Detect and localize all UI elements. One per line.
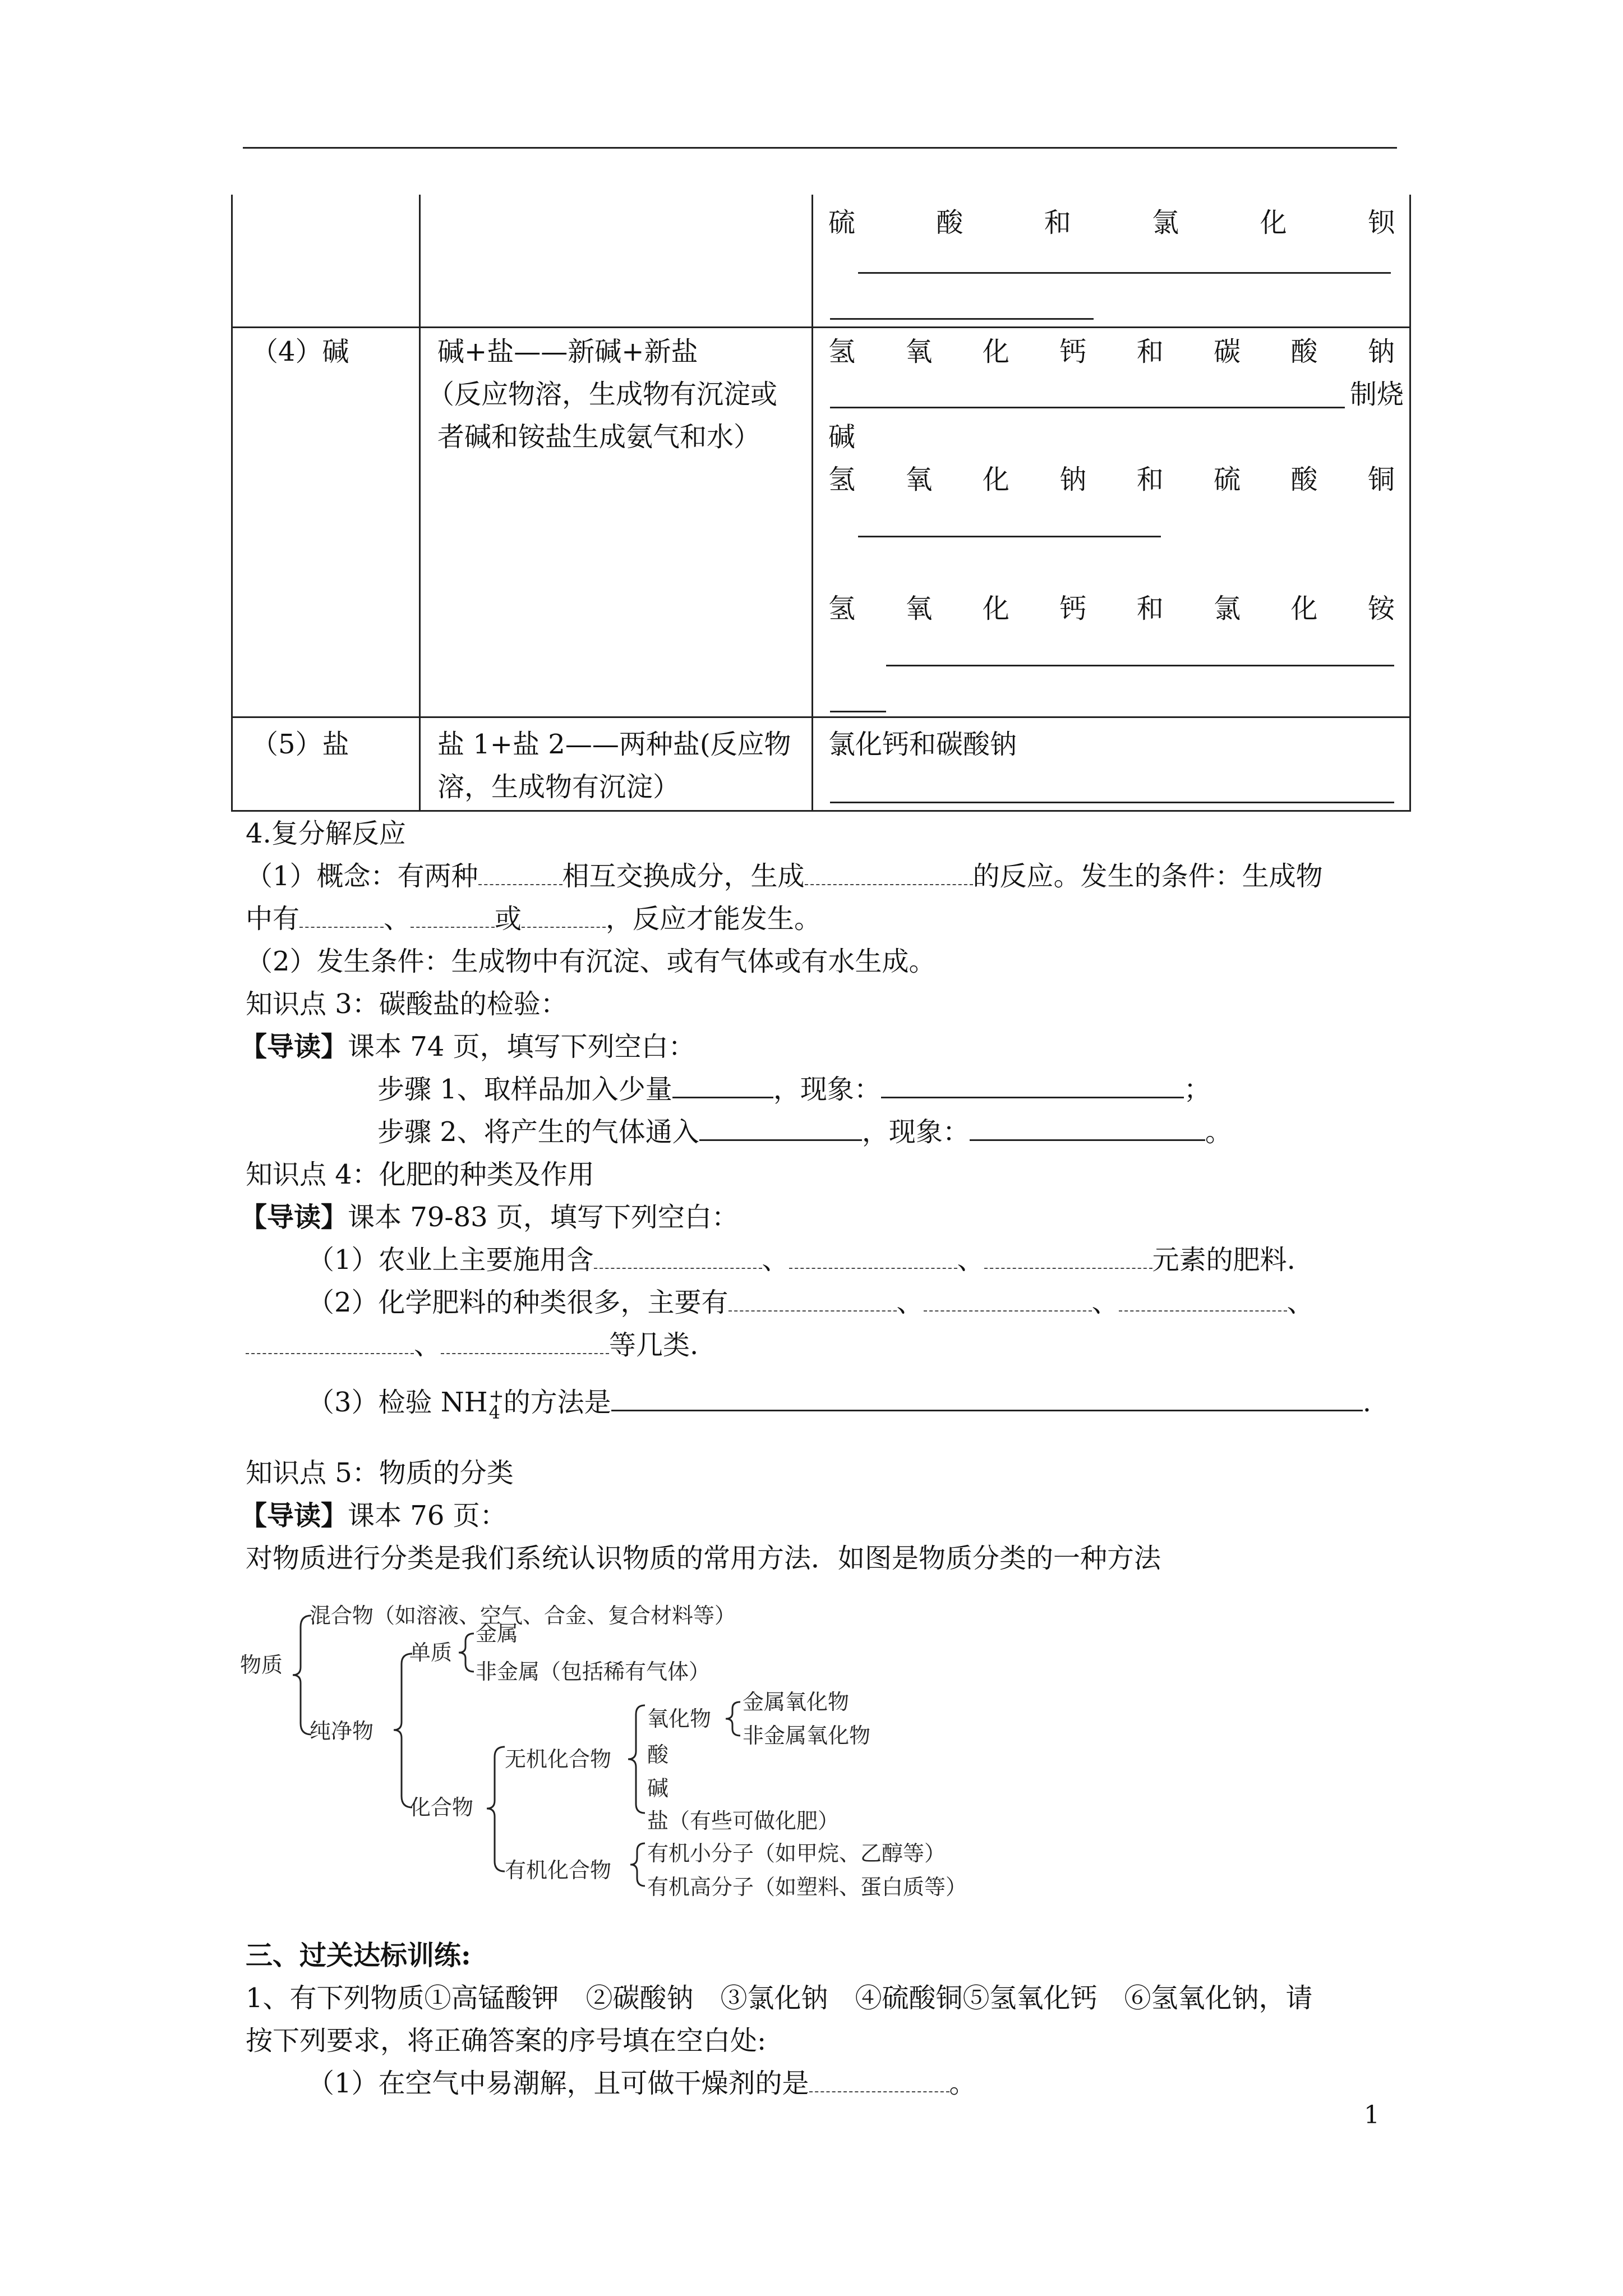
char: 酸: [936, 207, 963, 238]
k5-title: 知识点 5：物质的分类: [246, 1457, 514, 1489]
char: 氧: [905, 464, 933, 495]
answer-blank[interactable]: [411, 902, 495, 928]
text: 、: [384, 903, 411, 935]
guide-label: 【导读】: [240, 1500, 348, 1531]
diagram-metal-oxide: 金属氧化物: [743, 1690, 850, 1714]
char: 和: [1136, 336, 1164, 367]
text: 、: [1091, 1287, 1119, 1318]
table-line: [811, 195, 813, 812]
k3-step2: [377, 1111, 1232, 1153]
answer-blank[interactable]: [881, 1072, 1184, 1098]
text: 的方法是: [503, 1387, 611, 1418]
section3-q1-line2: 按下列要求，将正确答案的序号填在空白处:: [246, 2025, 767, 2056]
section3-q1-1: [307, 2062, 976, 2105]
section4-concept-line2: [246, 898, 821, 940]
char: 氯: [1214, 593, 1241, 624]
table-line: [231, 195, 233, 812]
diagram-small-organic: 有机小分子（如甲烷、乙醇等）: [647, 1841, 946, 1866]
char: 和: [1136, 593, 1164, 624]
section4-concept-line1: [246, 855, 1323, 898]
text: 等几类.: [609, 1329, 699, 1361]
char: 钡: [1367, 207, 1395, 238]
char: 碳: [1214, 336, 1241, 367]
char: 酸: [1290, 336, 1318, 367]
page-number: 1: [1364, 2101, 1380, 2129]
row-base-rule-line3: 者碱和铵盐生成氨气和水）: [437, 421, 761, 453]
text: 。: [949, 2068, 976, 2099]
char: 铜: [1367, 464, 1395, 495]
k3-guide: [240, 1025, 695, 1068]
guide-label: 【导读】: [240, 1202, 348, 1233]
text: 课本 74 页，填写下列空白：: [348, 1031, 695, 1062]
text: 。: [1205, 1116, 1232, 1148]
text: 元素的肥料.: [1152, 1244, 1295, 1276]
text: （2）化学肥料的种类很多，主要有: [307, 1287, 728, 1318]
answer-blank[interactable]: [1119, 1286, 1287, 1312]
diagram-pure: 纯净物: [310, 1719, 374, 1743]
answer-blank[interactable]: [924, 1286, 1092, 1312]
row-base-col3-a: [828, 330, 1395, 373]
k4-guide: [240, 1196, 739, 1239]
k5-guide: [240, 1494, 507, 1537]
row-salt-rule-line2: 溶，生成物有沉淀）: [437, 771, 680, 803]
row-base-rule-line1: 碱+盐——新碱+新盐: [437, 336, 698, 367]
subscript: 4: [488, 1401, 501, 1423]
k3-step1: [377, 1068, 1211, 1111]
answer-blank[interactable]: [830, 802, 1394, 803]
char: 钙: [1059, 593, 1087, 624]
table-line: [419, 195, 421, 812]
answer-blank[interactable]: [984, 1243, 1152, 1269]
diagram-compound: 化合物: [409, 1795, 474, 1820]
text: .: [1362, 1387, 1371, 1418]
text: 步骤 1、取样品加入少量: [377, 1074, 672, 1105]
char: 氧: [905, 336, 933, 367]
char: 氢: [828, 593, 856, 624]
table-line: [1409, 195, 1411, 812]
text: 步骤 2、将产生的气体通入: [377, 1116, 699, 1148]
row-base-col3-a-tail: 制烧: [1350, 379, 1404, 410]
answer-blank[interactable]: [728, 1286, 897, 1312]
diagram-oxide: 氧化物: [647, 1706, 712, 1731]
diagram-mixture: 混合物（如溶液、空气、合金、复合材料等）: [310, 1603, 736, 1628]
text: 或: [495, 903, 522, 935]
answer-blank[interactable]: [858, 536, 1161, 537]
section3-q1-line1: 1、有下列物质①高锰酸钾 ②碳酸钠 ③氯化钠 ④硫酸铜⑤氢氧化钙 ⑥氢氧化钠，请: [246, 1982, 1313, 2014]
answer-blank[interactable]: [830, 711, 886, 712]
k5-intro: 对物质进行分类是我们系统认识物质的常用方法．如图是物质分类的一种方法: [246, 1543, 1161, 1574]
answer-blank[interactable]: [699, 1115, 862, 1141]
row-salt-label: （5）盐: [251, 729, 349, 760]
diagram-organic: 有机化合物: [505, 1858, 612, 1883]
char: 化: [1290, 593, 1318, 624]
char: 钠: [1367, 336, 1395, 367]
answer-blank[interactable]: [299, 902, 384, 928]
diagram-base: 碱: [647, 1776, 669, 1801]
row-base-rule-line2: （反应物溶，生成物有沉淀或: [427, 379, 778, 410]
table-line: [231, 810, 1411, 812]
answer-blank[interactable]: [672, 1072, 773, 1098]
char: 化: [982, 593, 1009, 624]
section4-condition: （2）发生条件：生成物中有沉淀、或有气体或有水生成。: [246, 946, 936, 977]
text: 课本 79-83 页，填写下列空白：: [348, 1202, 739, 1233]
char: 化: [982, 336, 1009, 367]
text: 、: [957, 1244, 984, 1276]
char: 酸: [1290, 464, 1318, 495]
text: 相互交换成分，生成: [562, 861, 805, 892]
superscript: +: [488, 1384, 504, 1406]
table-line: [231, 716, 1411, 718]
text: ；: [1183, 1074, 1211, 1105]
diagram-acid: 酸: [647, 1742, 669, 1767]
k4-q1: [307, 1239, 1295, 1281]
text: 、: [414, 1329, 441, 1361]
char: 钙: [1059, 336, 1087, 367]
reaction-table: [231, 195, 1411, 812]
diagram-metal: 金属: [476, 1621, 519, 1646]
char: 硫: [828, 207, 856, 238]
table-line: [231, 326, 1411, 328]
k4-title: 知识点 4：化肥的种类及作用: [246, 1159, 594, 1190]
text: 、: [1287, 1287, 1314, 1318]
answer-blank[interactable]: [441, 1328, 609, 1354]
diagram-nonmetal-oxide: 非金属氧化物: [743, 1723, 871, 1748]
k4-q2-line1: [307, 1281, 1314, 1324]
text: 、: [762, 1244, 789, 1276]
diagram-element: 单质: [409, 1640, 453, 1665]
row-base-col3-b: [828, 458, 1395, 501]
row0-col3-line1: [828, 201, 1395, 244]
text: 的反应。发生的条件：生成物: [972, 861, 1323, 892]
diagram-inorganic: 无机化合物: [505, 1747, 612, 1772]
answer-blank[interactable]: [858, 272, 1391, 274]
char: 氢: [828, 336, 856, 367]
answer-blank[interactable]: [246, 1328, 414, 1354]
answer-blank[interactable]: [805, 859, 973, 885]
text: （1）概念：有两种: [246, 861, 478, 892]
diagram-root: 物质: [240, 1653, 283, 1677]
text: ，反应才能发生。: [606, 903, 822, 935]
answer-blank[interactable]: [594, 1243, 762, 1269]
row-salt-rule-line1: 盐 1+盐 2——两种盐(反应物: [437, 729, 791, 760]
k4-q3: [307, 1381, 1371, 1424]
char: 和: [1136, 464, 1164, 495]
guide-label: 【导读】: [240, 1031, 348, 1062]
answer-blank[interactable]: [886, 665, 1394, 666]
row-base-col3-a-tail2: 碱: [828, 421, 856, 453]
answer-blank[interactable]: [478, 859, 562, 885]
answer-blank[interactable]: [809, 2067, 949, 2092]
char: 氢: [828, 464, 856, 495]
answer-blank[interactable]: [970, 1115, 1205, 1141]
text: （1）在空气中易潮解，且可做干燥剂的是: [307, 2068, 809, 2099]
text: （3）检验 NH: [307, 1387, 488, 1418]
text: 中有: [246, 903, 300, 935]
section4-title: 4.复分解反应: [246, 818, 406, 849]
header-rule: [243, 147, 1397, 149]
answer-blank[interactable]: [789, 1243, 957, 1269]
char: 和: [1044, 207, 1071, 238]
answer-blank[interactable]: [611, 1385, 1363, 1411]
char: 硫: [1214, 464, 1241, 495]
char: 铵: [1367, 593, 1395, 624]
diagram-nonmetal: 非金属（包括稀有气体）: [476, 1659, 711, 1684]
answer-blank[interactable]: [830, 318, 1094, 320]
text: （1）农业上主要施用含: [307, 1244, 594, 1276]
diagram-salt: 盐（有些可做化肥）: [647, 1809, 840, 1833]
diagram-big-organic: 有机高分子（如塑料、蛋白质等）: [647, 1875, 967, 1899]
char: 化: [1260, 207, 1287, 238]
char: 钠: [1059, 464, 1087, 495]
text: ，现象：: [773, 1074, 881, 1105]
section3-title: 三、过关达标训练:: [246, 1940, 471, 1971]
nh4-charge: [488, 1384, 504, 1423]
k3-title: 知识点 3：碳酸盐的检验：: [246, 988, 568, 1020]
answer-blank[interactable]: [830, 407, 1345, 408]
answer-blank[interactable]: [522, 902, 606, 928]
char: 氧: [905, 593, 933, 624]
text: 课本 76 页：: [348, 1500, 507, 1531]
text: ，现象：: [861, 1116, 970, 1148]
char: 化: [982, 464, 1009, 495]
char: 氯: [1152, 207, 1179, 238]
row-base-label: （4）碱: [251, 336, 349, 367]
text: 、: [896, 1287, 924, 1318]
row-salt-col3: 氯化钙和碳酸钠: [828, 729, 1017, 760]
k4-q2-line2: [246, 1324, 698, 1366]
row-base-col3-c: [828, 587, 1395, 630]
